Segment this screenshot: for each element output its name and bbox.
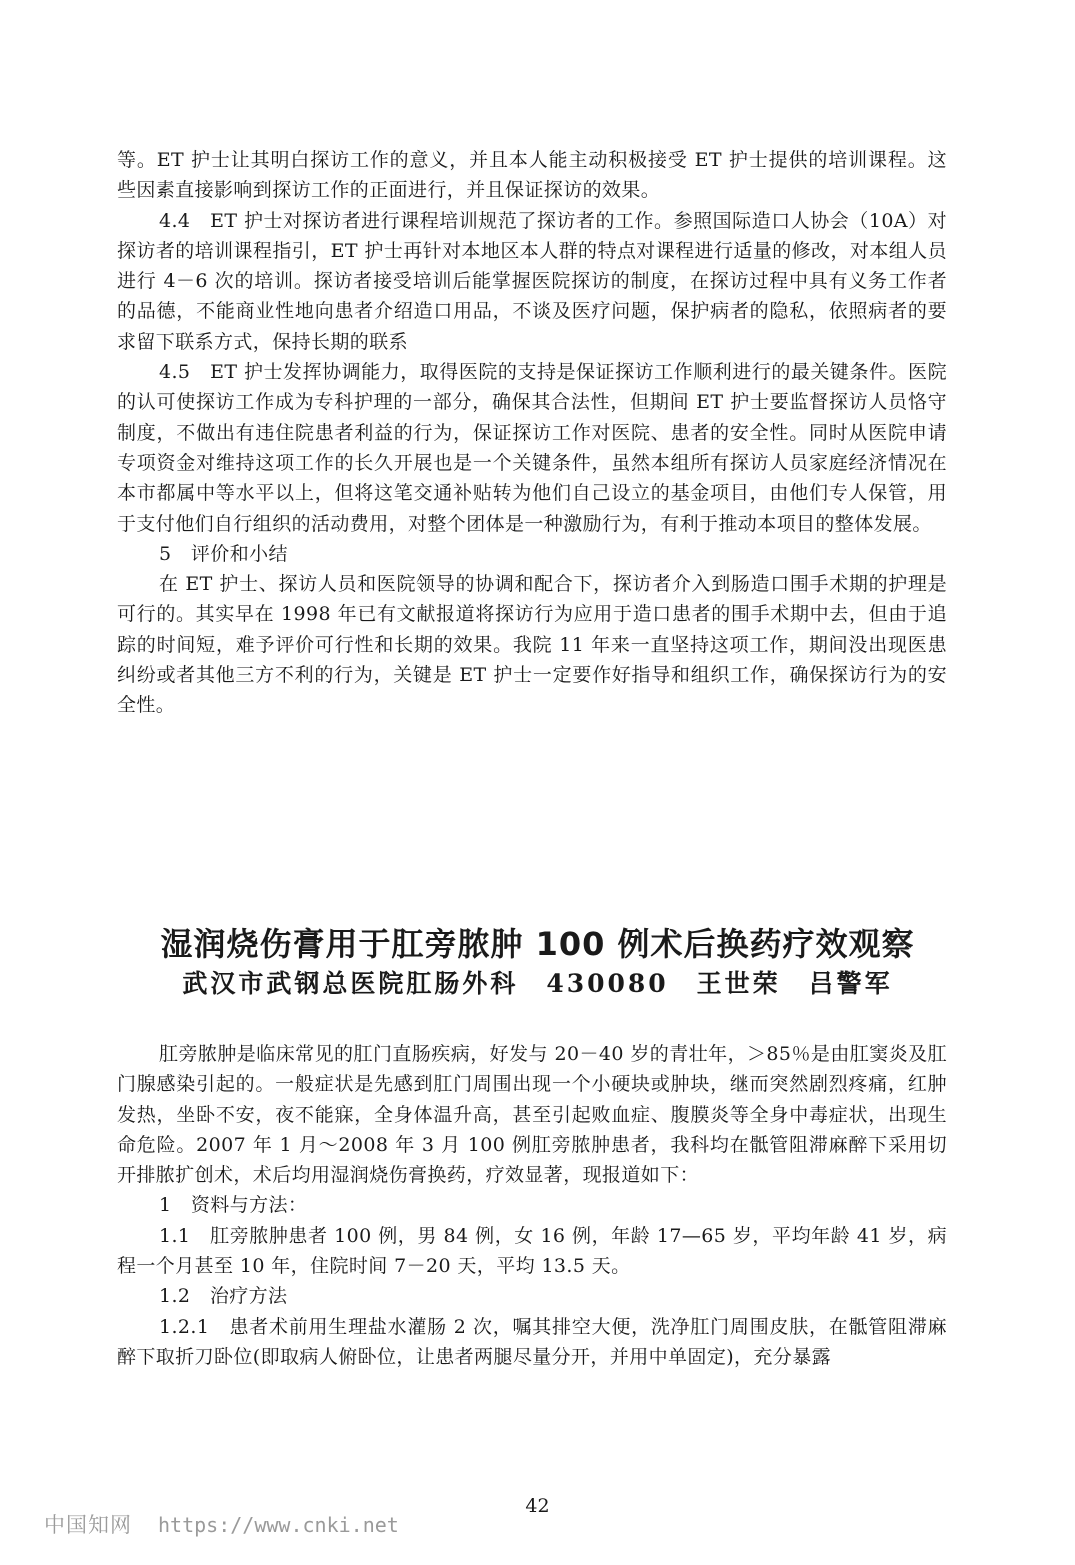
previous-article-body <box>117 145 947 721</box>
paragraph-1-1: 1.1 肛旁脓肿患者 100 例，男 84 例，女 16 例，年龄 17—65 岁，平均年龄 41 岁，病程一个月甚至 10 年，住院时间 7－20 天，平均 13.5 天。 <box>117 1224 947 1278</box>
paragraph-4-4: 4.4 ET 护士对探访者进行课程培训规范了探访者的工作。参照国际造口人协会（10A）对探访者的培训课程指引，ET 护士再针对本地区本人群的特点对课程进行适量的修改，对本组人员进行 4－6 次的培训。探访者接受培训后能掌握医院探访的制度，在探访过程中具有义务工作者的品德，不能商业性地向患者介绍造口用品，不谈及医疗问题，保护病者的隐私，依照病者的要求留下联系方式，保持长期的联系 <box>117 209 947 353</box>
paragraph-4-5: 4.5 ET 护士发挥协调能力，取得医院的支持是保证探访工作顺利进行的最关键条件。医院的认可使探访工作成为专科护理的一部分，确保其合法性，但期间 ET 护士要监督探访人员恪守制度，不做出有违住院患者利益的行为，保证探访工作对医院、患者的安全性。同时从医院申请专项资金对维持这项工作的长久开展也是一个关键条件，虽然本组所有探访人员家庭经济情况在本市都属中等水平以上，但将这笔交通补贴转为他们自己设立的基金项目，由他们专人保管，用于支付他们自行组织的活动费用，对整个团体是一种激励行为，有利于推动本项目的整体发展。 <box>117 361 947 535</box>
page-number: 42 <box>525 1495 550 1517</box>
paragraph-intro: 肛旁脓肿是临床常见的肛门直肠疾病，好发与 20－40 岁的青壮年，＞85％是由肛窦炎及肛门腺感染引起的。一般症状是先感到肛门周围出现一个小硬块或肿块，继而突然剧烈疼痛，红肿发热，坐卧不安，夜不能寐，全身体温升高，甚至引起败血症、腹膜炎等全身中毒症状，出现生命危险。2007 年 1 月～2008 年 3 月 100 例肛旁脓肿患者，我科均在骶管阻滞麻醉下采用切开排脓扩创术，术后均用湿润烧伤膏换药，疗效显著，现报道如下： <box>117 1043 947 1187</box>
paragraph-conclusion: 在 ET 护士、探访人员和医院领导的协调和配合下，探访者介入到肠造口围手术期的护理是可行的。其实早在 1998 年已有文献报道将探访行为应用于造口患者的围手术期中去，但由于追踪的时间短，难予评价可行性和长期的效果。我院 11 年来一直坚持这项工作，期间没出现医患纠纷或者其他三方不利的行为，关键是 ET 护士一定要作好指导和组织工作，确保探访行为的安全性。 <box>117 573 947 717</box>
article-byline: 武汉市武钢总医院肛肠外科 430080 王世荣 吕警军 <box>182 969 893 998</box>
section-heading-5: 5 评价和小结 <box>159 542 288 565</box>
section-heading-1: 1 资料与方法： <box>159 1194 308 1217</box>
paragraph-continuation: 等。ET 护士让其明白探访工作的意义，并且本人能主动积极接受 ET 护士提供的培训课程。这些因素直接影响到探访工作的正面进行，并且保证探访的效果。 <box>117 149 947 202</box>
site-name: 中国知网 <box>44 1513 132 1537</box>
paragraph-1-2-1: 1.2.1 患者术前用生理盐水灌肠 2 次，嘱其排空大便，洗净肛门周围皮肤，在骶管阻滞麻醉下取折刀卧位(即取病人俯卧位，让患者两腿尽量分开，并用中单固定)，充分暴露 <box>117 1315 947 1368</box>
article-title: 湿润烧伤膏用于肛旁脓肿 100 例术后换药疗效观察 <box>160 925 915 963</box>
watermark-footer <box>44 1510 399 1540</box>
section-heading-1-2: 1.2 治疗方法 <box>159 1285 288 1308</box>
site-url: https://www.cnki.net <box>158 1513 399 1537</box>
new-article-body <box>117 1039 947 1372</box>
